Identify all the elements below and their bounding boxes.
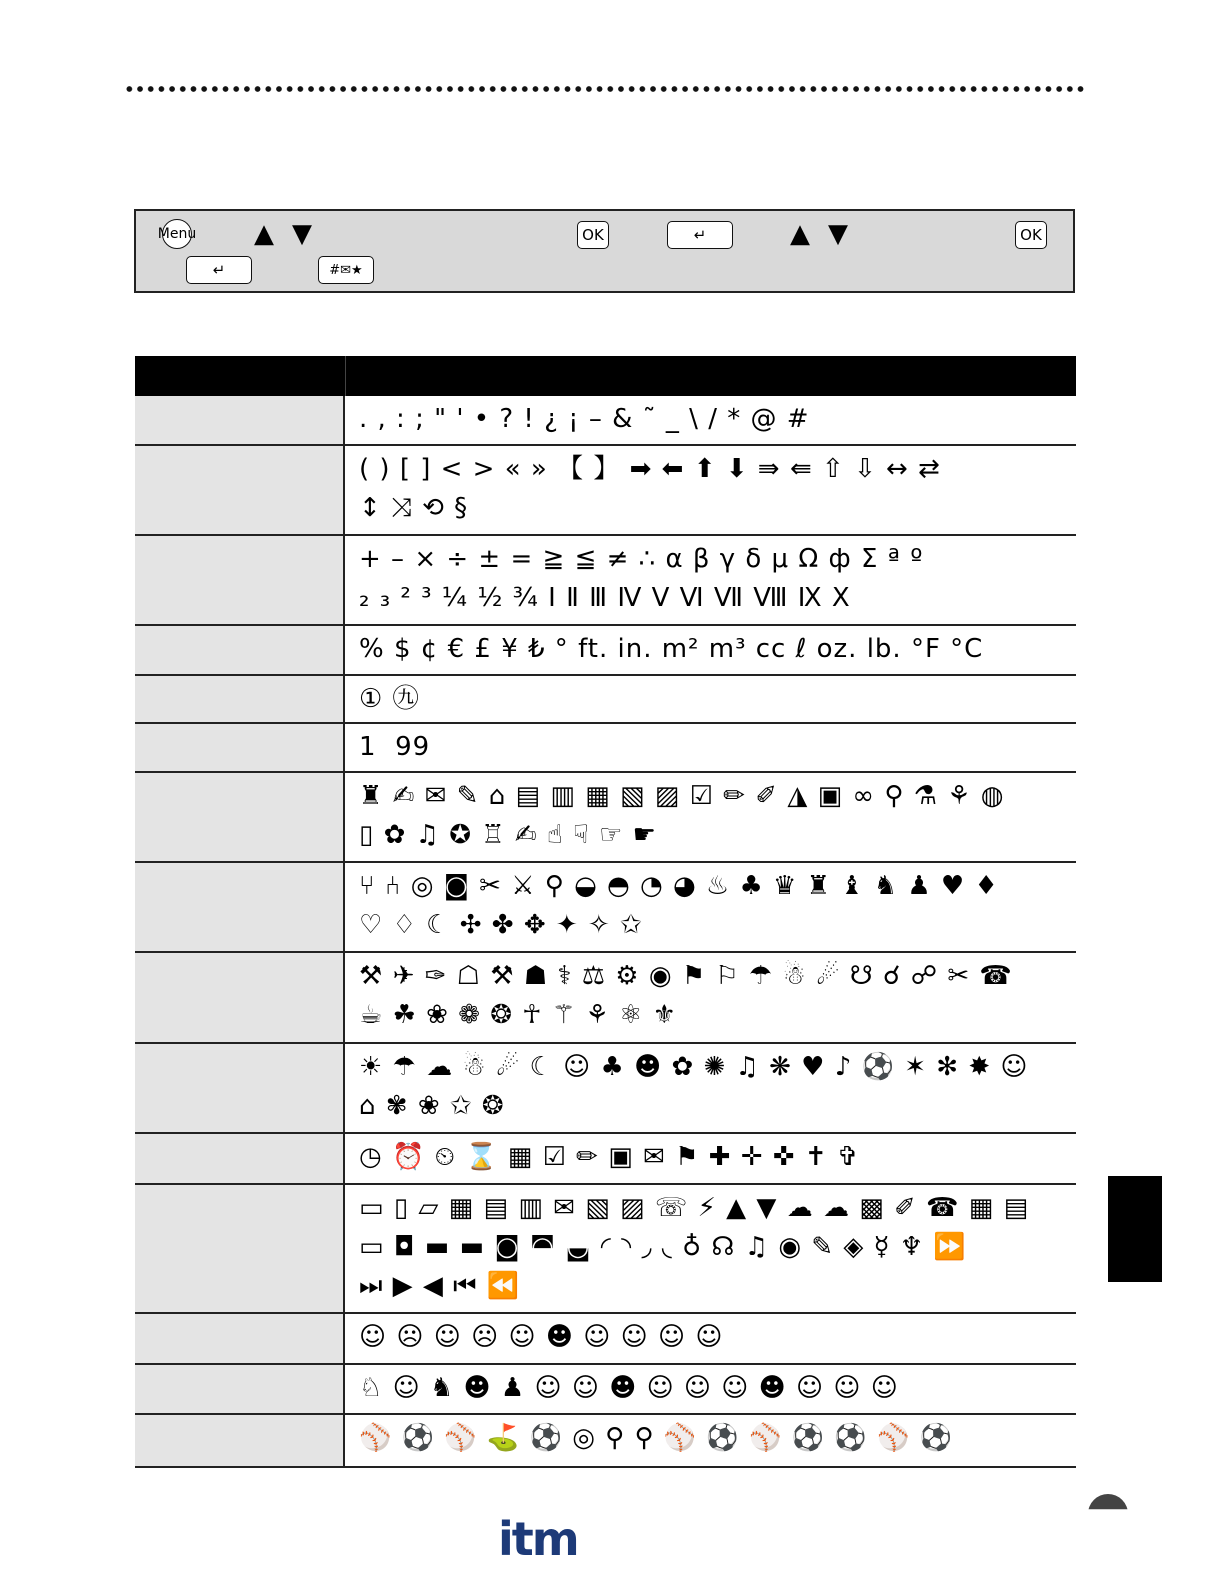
table-row	[135, 1134, 1076, 1185]
down-arrow-icon: ▼	[292, 219, 312, 249]
logo: itm	[498, 1512, 578, 1566]
symbol-list: ♘ ☺ ♞ ☻ ♟ ☺ ☺ ☻ ☺ ☺ ☺ ☻ ☺ ☺ ☺	[359, 1373, 899, 1403]
table-row	[135, 863, 1076, 953]
up-arrow-icon: ▲	[790, 219, 810, 249]
table-row	[135, 724, 1076, 773]
ok-key: OK	[1015, 221, 1047, 249]
table-row	[135, 536, 1076, 626]
symbol-list: ⚒ ✈ ✑ ☖ ⚒ ☗ ⚕ ⚖ ⚙ ◉ ⚑ ⚐ ☂ ☃ ☄ ☋ ☌ ☍ ✂ ☎ ☕ ☘ ❀ ❁ ❂ ☥ ⚚ ⚘ ⚛ ⚜	[359, 961, 1013, 1030]
menu-key: Menu	[162, 219, 192, 249]
symbol-list: ⑂ ⑃ ◎ ◙ ✂ ⚔ ⚲ ◒ ◓ ◔ ◕ ♨ ♣ ♛ ♜ ♝ ♞ ♟ ♥ ♦ ♡ ♢ ☾ ✣ ✤ ✥ ✦ ✧ ✩	[359, 871, 999, 940]
key-sequence-box	[134, 209, 1075, 293]
table-row	[135, 1415, 1076, 1468]
table-row	[135, 1365, 1076, 1415]
symbol-list: ( ) [ ] < > « » 【 】 ➡ ⬅ ⬆ ⬇ ⇛ ⇚ ⇧ ⇩ ↔ ⇄ ↕ ⤨ ⟲ §	[359, 454, 941, 523]
symbol-list: % $ ¢ € £ ¥ ₺ ° ft. in. m² m³ cc ℓ oz. lb. °F °C	[359, 634, 984, 664]
ok-key: OK	[577, 221, 609, 249]
table-header	[135, 356, 1076, 396]
symbol-list: ♜ ✍ ✉ ✎ ⌂ ▤ ▥ ▦ ▧ ▨ ☑ ✏ ✐ ◮ ▣ ∞ ⚲ ⚗ ⚘ ◍ ▯ ✿ ♫ ✪ ♖ ✍ ☝ ☟ ☞ ☛	[359, 781, 1005, 850]
symbol-list: ☺ ☹ ☺ ☹ ☺ ☻ ☺ ☺ ☺ ☺	[359, 1322, 724, 1352]
up-arrow-icon: ▲	[254, 219, 274, 249]
symbol-list: ⚾ ⚽ ⚾ ⛳ ⚽ ◎ ⚲ ⚲ ⚾ ⚽ ⚾ ⚽ ⚽ ⚾ ⚽	[359, 1423, 953, 1453]
symbol-list: ☀ ☂ ☁ ☃ ☄ ☾ ☺ ♣ ☻ ✿ ✺ ♫ ❋ ♥ ♪ ⚽ ✶ ✻ ✸ ☺ ⌂ ✾ ❀ ✩ ❂	[359, 1052, 1029, 1121]
symbol-list: ▭ ▯ ▱ ▦ ▤ ▥ ✉ ▧ ▨ ☏ ⚡ ▲ ▼ ☁ ☁ ▩ ✐ ☎ ▦ ▤ ▭ ◘ ▬ ▬ ◙ ◚ ◛ ◜ ◝ ◞ ◟ ♁ ☊ ♫ ◉ ✎ ◈ ☿ ♆ ⏩ ⏭ ▶ ◀ ⏮ ⏪	[359, 1193, 1030, 1301]
symbol-list: 1 99	[359, 732, 431, 762]
symbol-key: #✉★	[318, 256, 374, 284]
table-row	[135, 773, 1076, 863]
symbol-list: ① ㊈	[359, 684, 420, 714]
table-row	[135, 396, 1076, 446]
chapter-tab	[1108, 1176, 1162, 1282]
page-number-circle	[1088, 1494, 1128, 1534]
table-row	[135, 1314, 1076, 1365]
enter-key: ↵	[186, 256, 252, 284]
symbol-list: ◷ ⏰ ⏲ ⌛ ▦ ☑ ✏ ▣ ✉ ⚑ ✚ ✛ ✜ ✝ ✞	[359, 1142, 860, 1172]
table-row	[135, 1044, 1076, 1134]
symbol-table	[135, 356, 1076, 1468]
table-row	[135, 1185, 1076, 1314]
enter-key: ↵	[667, 221, 733, 249]
table-row	[135, 953, 1076, 1044]
table-row	[135, 676, 1076, 724]
down-arrow-icon: ▼	[828, 219, 848, 249]
symbol-list: . , : ; " ' • ? ! ¿ ¡ – & ˜ _ \ / * @ #	[359, 404, 810, 434]
symbol-list: + – × ÷ ± = ≧ ≦ ≠ ∴ α β γ δ μ Ω ф Σ ª º ₂ ₃ ² ³ ¼ ½ ¾ Ⅰ Ⅱ Ⅲ Ⅳ Ⅴ Ⅵ Ⅶ Ⅷ Ⅸ Ⅹ	[359, 544, 924, 613]
table-row	[135, 626, 1076, 676]
table-row	[135, 446, 1076, 536]
dotted-rule	[124, 84, 1088, 94]
